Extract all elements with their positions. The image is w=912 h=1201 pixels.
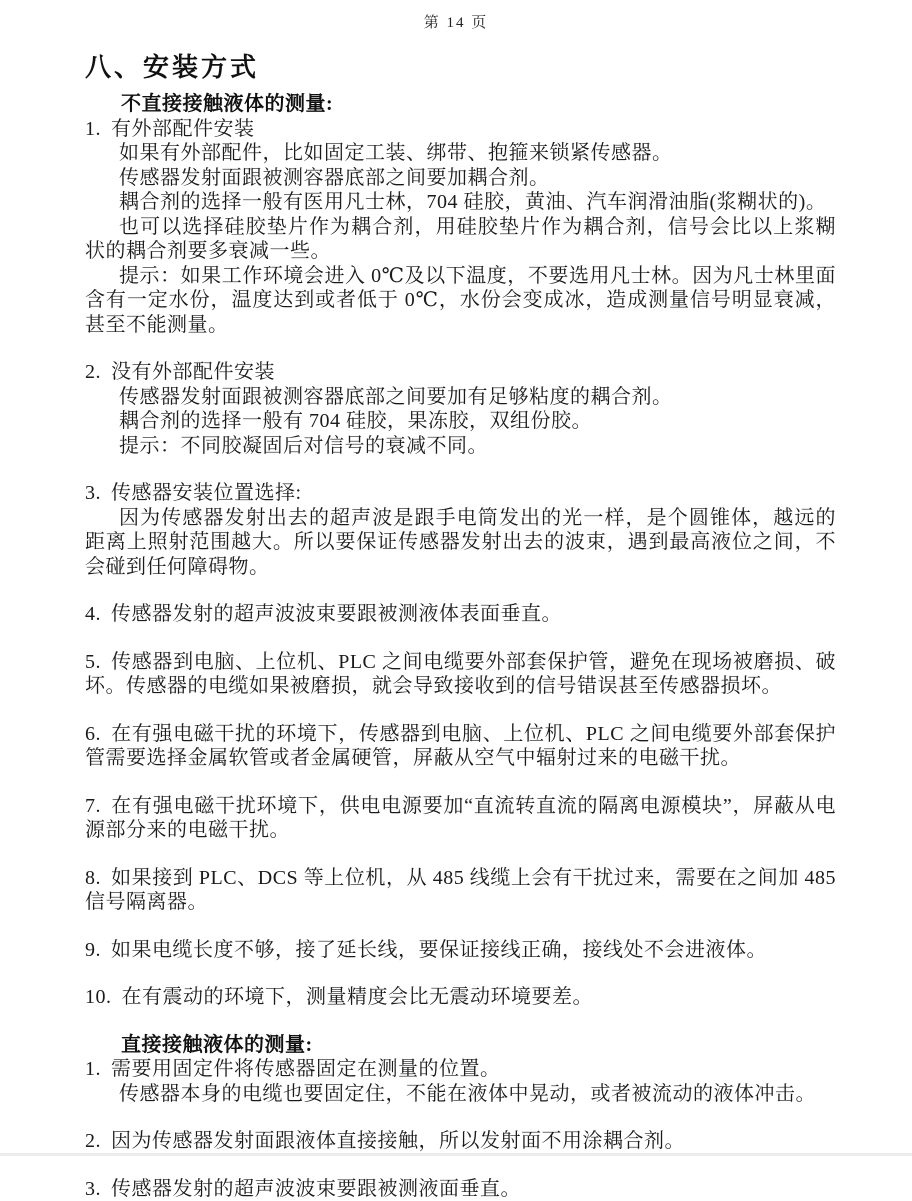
item-paragraph: 传感器发射面跟被测容器底部之间要加有足够粘度的耦合剂。	[85, 385, 836, 410]
item-number: 6.	[85, 723, 101, 745]
item-lead: 没有外部配件安装	[111, 361, 275, 383]
item-paragraph: 如果有外部配件，比如固定工装、绑带、抱箍来锁紧传感器。	[85, 141, 836, 166]
item-lead: 在有震动的环境下，测量精度会比无震动环境要差。	[122, 986, 594, 1008]
section-heading: 不直接接触液体的测量:	[121, 92, 836, 117]
item-paragraph: 传感器本身的电缆也要固定住，不能在液体中晃动，或者被流动的液体冲击。	[85, 1082, 836, 1107]
item-lead-line	[85, 1129, 836, 1154]
list-item	[85, 650, 836, 699]
item-number: 2.	[85, 1130, 101, 1152]
item-lead-line	[85, 602, 836, 627]
item-number: 1.	[85, 118, 101, 140]
item-lead: 有外部配件安装	[111, 118, 255, 140]
section-heading: 直接接触液体的测量:	[121, 1033, 836, 1058]
item-lead: 如果电缆长度不够，接了延长线，要保证接线正确，接线处不会进液体。	[111, 939, 767, 961]
item-lead: 传感器发射的超声波波束要跟被测液体表面垂直。	[111, 603, 562, 625]
item-number: 7.	[85, 795, 101, 817]
item-lead: 在有强电磁干扰环境下，供电电源要加“直流转直流的隔离电源模块”，屏蔽从电源部分来的电磁干扰。	[85, 795, 836, 842]
item-paragraph: 因为传感器发射出去的超声波是跟手电筒发出的光一样，是个圆锥体，越远的距离上照射范围越大。所以要保证传感器发射出去的波束，遇到最高液位之间，不会碰到任何障碍物。	[85, 506, 836, 580]
item-paragraph: 提示：如果工作环境会进入 0℃及以下温度，不要选用凡士林。因为凡士林里面含有一定水份，温度达到或者低于 0℃，水份会变成冰，造成测量信号明显衰减，甚至不能测量。	[85, 264, 836, 338]
page-number: 第 14 页	[0, 0, 912, 32]
item-paragraph: 耦合剂的选择一般有 704 硅胶，果冻胶，双组份胶。	[85, 409, 836, 434]
item-lead-line	[85, 722, 836, 771]
item-lead-line	[85, 1057, 836, 1082]
list-item	[85, 985, 836, 1010]
item-number: 4.	[85, 603, 101, 625]
list-item	[85, 602, 836, 627]
item-lead-line	[85, 794, 836, 843]
item-lead: 如果接到 PLC、DCS 等上位机，从 485 线缆上会有干扰过来，需要在之间加 485 信号隔离器。	[85, 867, 836, 914]
item-lead: 需要用固定件将传感器固定在测量的位置。	[111, 1058, 501, 1080]
item-paragraph: 耦合剂的选择一般有医用凡士林，704 硅胶，黄油、汽车润滑油脂(浆糊状的)。	[85, 190, 836, 215]
item-lead: 传感器安装位置选择:	[111, 482, 302, 504]
item-lead-line	[85, 360, 836, 385]
item-number: 9.	[85, 939, 101, 961]
item-lead-line	[85, 1177, 836, 1201]
item-number: 8.	[85, 867, 101, 889]
list-item	[85, 1177, 836, 1201]
item-lead: 因为传感器发射面跟液体直接接触，所以发射面不用涂耦合剂。	[111, 1130, 685, 1152]
item-number: 5.	[85, 651, 101, 673]
item-number: 3.	[85, 1178, 101, 1200]
item-lead-line	[85, 866, 836, 915]
item-paragraph: 也可以选择硅胶垫片作为耦合剂，用硅胶垫片作为耦合剂，信号会比以上浆糊状的耦合剂要多衰减一些。	[85, 215, 836, 264]
list-item	[85, 117, 836, 338]
item-lead-line	[85, 117, 836, 142]
item-number: 3.	[85, 482, 101, 504]
item-number: 10.	[85, 986, 112, 1008]
list-item	[85, 866, 836, 915]
item-lead: 传感器发射的超声波波束要跟被测液面垂直。	[111, 1178, 521, 1200]
item-number: 1.	[85, 1058, 101, 1080]
list-item	[85, 1129, 836, 1154]
list-item	[85, 938, 836, 963]
item-lead: 传感器到电脑、上位机、PLC 之间电缆要外部套保护管，避免在现场被磨损、破坏。传感器的电缆如果被磨损，就会导致接收到的信号错误甚至传感器损坏。	[85, 651, 836, 698]
document-body	[0, 92, 912, 1201]
item-lead: 在有强电磁干扰的环境下，传感器到电脑、上位机、PLC 之间电缆要外部套保护管需要选择金属软管或者金属硬管，屏蔽从空气中辐射过来的电磁干扰。	[85, 723, 836, 770]
item-lead-line	[85, 650, 836, 699]
item-paragraph: 传感器发射面跟被测容器底部之间要加耦合剂。	[85, 166, 836, 191]
list-item	[85, 360, 836, 458]
item-paragraph: 提示：不同胶凝固后对信号的衰减不同。	[85, 434, 836, 459]
item-number: 2.	[85, 361, 101, 383]
list-item	[85, 722, 836, 771]
list-item	[85, 1057, 836, 1106]
list-item	[85, 794, 836, 843]
item-lead-line	[85, 481, 836, 506]
item-lead-line	[85, 985, 836, 1010]
list-item	[85, 481, 836, 579]
item-lead-line	[85, 938, 836, 963]
document-title: 八、安装方式	[85, 47, 912, 84]
